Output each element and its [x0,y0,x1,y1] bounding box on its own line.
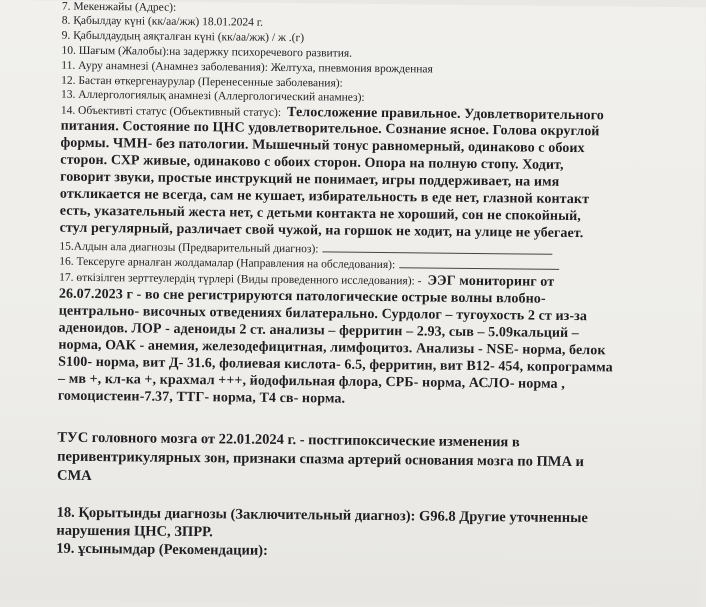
blank-underline [322,242,552,254]
studies-line-2: 26.07.2023 г - во сне регистрируются патологические острые волны влобно- [58,286,546,307]
objective-status-line-4: сторон. СХР живые, одинаково с обоих сторон. Опора на полную стопу. Ходит, [60,152,564,173]
objective-status-line-7: есть, указательный жеста нет, с детьми контакта не хороший, сон не спокойный, [59,203,582,225]
ultrasound-line-3: СМА [56,467,92,484]
objective-status-line-6: откликается не всегда, сам не кушает, избирательность в еде нет, глазной контакт [59,186,590,208]
field-admission-date: 8. Қабылдау күні (кк/аа/жж) 18.01.2024 г. [61,14,264,29]
final-diagnosis-line-2: нарушения ЦНС, ЗПРР. [56,522,213,541]
objective-status-line-8: стул регулярный, различает свой чужой, на горшок не ходит, на улице не убегает. [59,220,584,242]
objective-status-text: Телосложение правильное. Удовлетворительного [287,105,604,124]
studies-line-3: центрально- височных отведениях билатерально. Сурдолог – тугоухость 2 ст из-за [58,303,588,325]
referrals-label: 16. Тексеруге арналған жолдамалар (Направления на обследования): [59,255,396,272]
field-complaints: 10. Шағым (Жалобы):на задержку психоречевого развития. [61,44,353,60]
field-allergy: 13. Аллергологиялық анамнезі (Аллергологический анамнез): [60,88,365,104]
ultrasound-line-1: ТУС головного мозга от 22.01.2024 г. - постгипоксические изменения в [57,429,520,451]
field-anamnesis: 11. Ауру анамнезі (Анамнез заболевания): Желтуха, пневмония врожденная [61,59,433,76]
objective-status-line-3: формы. ЧМН- без патологии. Мышечный тонус равномерный, одинаково с обоих [60,135,585,157]
blank-underline [399,258,559,270]
objective-status-line-2: питания. Состояние по ЦНС удовлетворительное. Сознание ясное. Голова округлой [60,118,600,140]
preliminary-diagnosis-label: 15.Алдын ала диагнозы (Предварительный диагноз): [59,240,319,256]
recommendations-label: 19. ұсынымдар (Рекомендации): [56,540,268,559]
field-discharge-date: 9. Қабылдаудың аяқталған күні (кк/аа/жж) / ж .(г) [61,29,305,45]
studies-line-5: норма, ОАК - анемия, железодефицитная, лимфоцитоз. Анализы - NSE- норма, белок [58,337,606,359]
ultrasound-line-2: перивентрикулярных зон, признаки спазма артерий основания мозга по ПМА и [57,448,585,471]
studies-line-8: гомоцистеин-7.37, ТТГ- норма, Т4 св- норма. [57,388,346,407]
studies-text: ЭЭГ мониторинг от [427,273,555,290]
studies-label: 17. өткізілген зерттеулердің түрлері (Виды проведенного исследования): - [59,271,422,288]
studies-line-4: аденоидов. ЛОР - аденоиды 2 ст. анализы – ферритин – 2.93, сыв – 5.09кальций – [58,320,580,342]
final-diagnosis-line-1: 18. Қорытынды диагнозы (Заключительный диагноз): G96.8 Другие уточненные [56,504,588,527]
objective-status-label: 14. Объективті статус (Объективный статус): [60,104,282,119]
objective-status-line-5: говорит звуки, простые инструкций не понимает, игры поддерживает, на имя [60,169,560,190]
field-address: 7. Мекенжайы (Адрес): [61,0,177,14]
studies-line-7: – мв +, кл-ка +, крахмал +++, йодофильная флора, СРБ- норма, АСЛО- норма , [57,371,565,392]
studies-line-6: S100- норма, вит Д- 31.6, фолиевая кислота- 6.5, ферритин, вит В12- 454, копрограмма [58,354,613,376]
field-past-diseases: 12. Бастан өткергенаурулар (Перенесенные заболевания): [61,74,343,90]
